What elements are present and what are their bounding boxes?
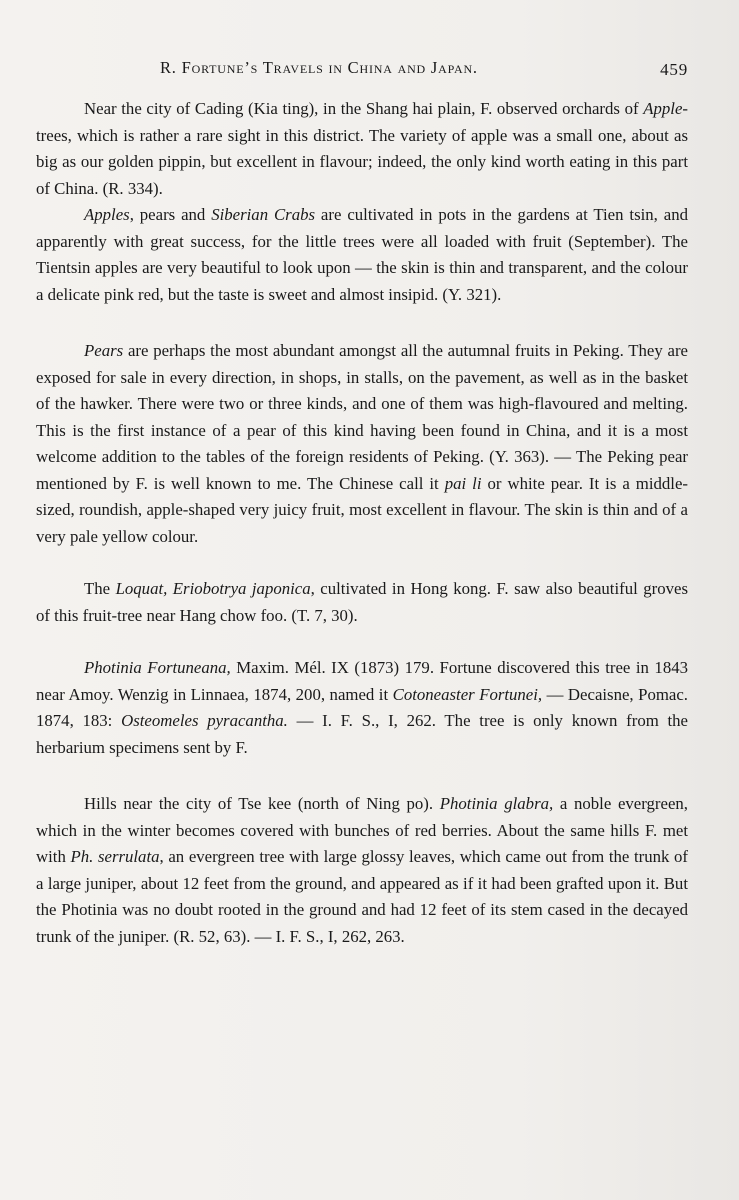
text-segment: -trees, which is rather a rare sight in this district. The variety of apple was a small one, about as big as our golden pippin, but excellent in flavour; indeed, the only kind worth eating in this part of China. (R. 334).: [36, 99, 688, 198]
text-segment: a noble evergreen, which in the winter becomes covered with bunches of red berries. About the same hills F. met with: [36, 794, 688, 866]
paragraph-apples-cading: [36, 96, 688, 202]
italic-term: Pears: [84, 341, 124, 360]
paragraph-photinia-glabra: [36, 791, 688, 950]
italic-term: Ph. serrulata: [70, 847, 160, 866]
text-segment: — Decaisne, Pomac. 1874, 183:: [36, 684, 689, 730]
paragraph-pears-peking: [36, 338, 688, 550]
paragraph-photinia-fortuneana: [36, 655, 688, 761]
italic-term: Osteomeles pyracantha.: [121, 711, 288, 730]
page-number: 459: [660, 60, 688, 79]
page-header: [160, 58, 700, 82]
paragraph-apples-tientsin: [36, 202, 688, 308]
text-segment: are cultivated in pots in the gardens at Tien tsin, and apparently with great success, for the little trees were all loaded with fruit (September). The Tientsin apples are very beautiful to look upon — the skin is thin and transparent, and the colour a delicate pink red, but the taste is sweet and almost insipid. (Y. 321).: [36, 205, 688, 304]
text-segment: Near the city of Cading (Kia ting), in the Shang hai plain, F. observed orchards of: [84, 99, 644, 118]
italic-term: Photinia Fortuneana,: [84, 658, 231, 677]
text-segment: Hills near the city of Tse kee (north of Ning po).: [84, 794, 440, 813]
text-segment: — I. F. S., I, 262. The tree is only known from the herbarium specimens sent by F.: [36, 711, 689, 757]
body-text: [36, 96, 688, 950]
italic-term: Siberian Crabs: [211, 205, 316, 224]
running-title: R. Fortune’s Travels in China and Japan.: [160, 58, 478, 77]
text-segment: Maxim. Mél. IX (1873) 179. Fortune discovered this tree in 1843 near Amoy. Wenzig in Linnaea, 1874, 200, named it: [36, 658, 688, 704]
italic-term: Cotoneaster Fortunei,: [392, 684, 543, 704]
text-segment: , pears and: [129, 205, 212, 224]
italic-term: pai li: [444, 473, 482, 493]
italic-term: Apples: [84, 205, 130, 224]
text-segment: , an evergreen tree with large glossy leaves, which came out from the trunk of a large juniper, about 12 feet from the ground, and appeared as if it had been grafted upon it. But the Photinia was no doubt rooted in the ground and had 12 feet of its stem cased in the decayed trunk of the juniper. (R. 52, 63). — I. F. S., I, 262, 263.: [36, 847, 689, 946]
text-segment: The: [84, 579, 116, 598]
italic-term: Photinia glabra,: [439, 794, 554, 813]
text-segment: or white pear. It is a middle-sized, roundish, apple-shaped very juicy fruit, most excellent in flavour. The skin is thin and of a very pale yellow colour.: [36, 473, 688, 546]
text-segment: , cultivated in Hong kong. F. saw also beautiful groves of this fruit-tree near Hang chow foo. (T. 7, 30).: [36, 579, 688, 625]
text-segment: are perhaps the most abundant amongst all the autumnal fruits in Peking. They are exposed for sale in every direction, in shops, in stalls, on the pavement, as well as in the basket of the hawker. There were two or three kinds, and one of them was high-flavoured and melting. This is the first instance of a pear of this kind having been found in China, and it is a most welcome addition to the tables of the foreign residents of Peking. (Y. 363). — The Peking pear mentioned by F. is well known to me. The Chinese call it: [36, 341, 688, 493]
italic-term: Apple: [643, 99, 683, 118]
italic-term: Loquat, Eriobotrya japonica: [115, 579, 311, 598]
paragraph-loquat: [36, 576, 688, 629]
